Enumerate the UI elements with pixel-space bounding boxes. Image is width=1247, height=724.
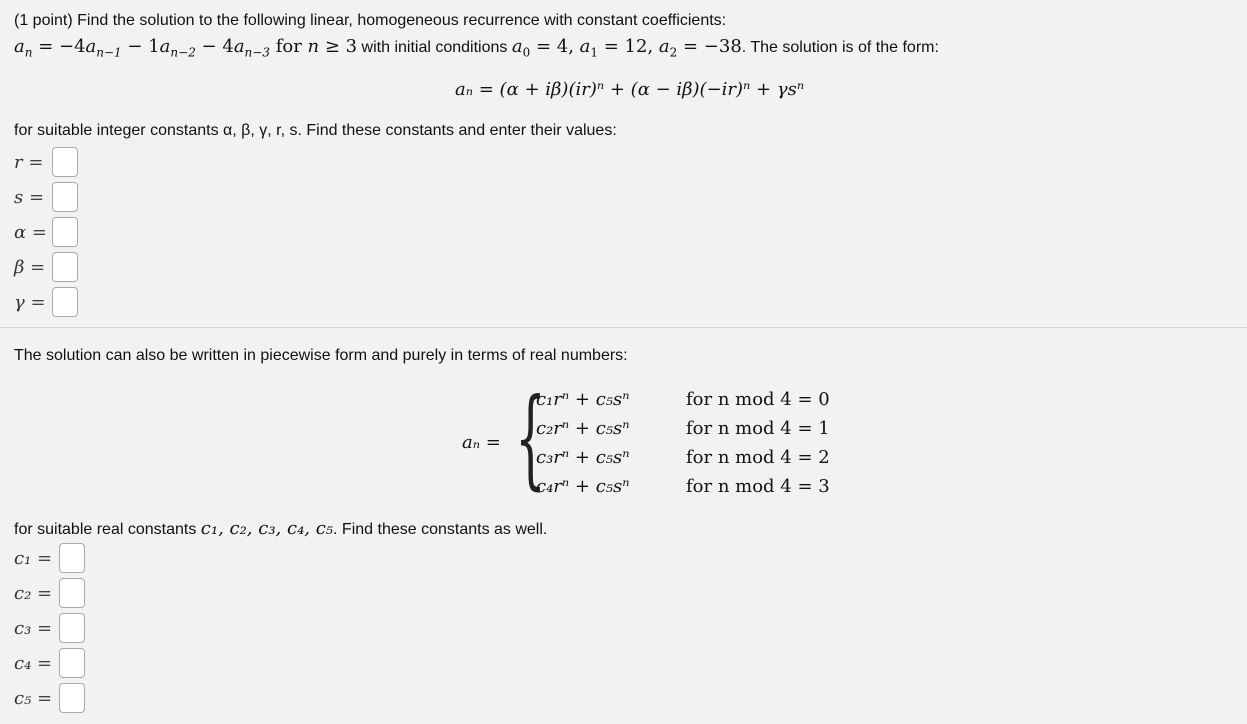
field-label-c1: c₁ = (14, 547, 53, 569)
input-r[interactable] (52, 147, 78, 177)
field-row-gamma (14, 286, 78, 318)
piecewise-case-1 (536, 418, 830, 439)
case-expr-2: c₃rⁿ + c₅sⁿ (536, 447, 630, 468)
input-c2[interactable] (59, 578, 85, 608)
field-row-r (14, 146, 78, 178)
field-row-s (14, 181, 78, 213)
piecewise-brace: { (515, 376, 546, 501)
case-cond-3: for n mod 4 = 3 (686, 476, 830, 497)
case-cond-2: for n mod 4 = 2 (686, 447, 830, 468)
section-divider (0, 327, 1247, 328)
initial-conditions: $a_0 = 4$, $a_1 = 12$, $a_2 = -38$ (511, 36, 742, 60)
piecewise-case-2 (536, 447, 830, 468)
field-label-r: r = (14, 151, 44, 173)
recurrence-line (14, 36, 939, 60)
case-cond-0: for n mod 4 = 0 (686, 389, 830, 410)
input-beta[interactable] (52, 252, 78, 282)
input-c4[interactable] (59, 648, 85, 678)
field-label-beta: β = (14, 256, 46, 278)
piecewise-case-0 (536, 389, 830, 410)
field-label-alpha: α = (14, 221, 47, 243)
field-label-s: s = (14, 186, 45, 208)
problem-intro: (1 point) Find the solution to the following linear, homogeneous recurrence with constant coefficients: (14, 12, 727, 29)
field-label-c4: c₄ = (14, 652, 53, 674)
case-expr-0: c₁rⁿ + c₅sⁿ (536, 389, 630, 410)
form-text: . The solution is of the form: (741, 39, 939, 56)
input-c5[interactable] (59, 683, 85, 713)
input-s[interactable] (52, 182, 78, 212)
field-row-c3 (14, 612, 85, 644)
piecewise-cases (536, 389, 856, 504)
input-gamma[interactable] (52, 287, 78, 317)
solution-form-equation: aₙ = (α + iβ)(ir)ⁿ + (α − iβ)(−ir)ⁿ + γsⁿ (455, 79, 805, 100)
field-label-c2: c₂ = (14, 582, 53, 604)
constants-intro: for suitable integer constants α, β, γ, r, s. Find these constants and enter their values: (14, 122, 617, 139)
piecewise-intro: The solution can also be written in piecewise form and purely in terms of real numbers: (14, 347, 628, 364)
real-constants-intro (14, 518, 547, 539)
input-c3[interactable] (59, 613, 85, 643)
input-alpha[interactable] (52, 217, 78, 247)
field-row-c1 (14, 542, 85, 574)
field-label-c3: c₃ = (14, 617, 53, 639)
field-row-c2 (14, 577, 85, 609)
input-c1[interactable] (59, 543, 85, 573)
piecewise-case-3 (536, 476, 830, 497)
field-label-c5: c₅ = (14, 687, 53, 709)
case-expr-1: c₂rⁿ + c₅sⁿ (536, 418, 630, 439)
real-constants-tail: . Find these constants as well. (333, 521, 548, 538)
case-cond-1: for n mod 4 = 1 (686, 418, 830, 439)
field-row-alpha (14, 216, 78, 248)
recurrence-equation: $a_n = -4a_{n-1} - 1a_{n-2} - 4a_{n-3}$ for n ≥ 3 (14, 36, 358, 60)
case-expr-3: c₄rⁿ + c₅sⁿ (536, 476, 630, 497)
recurrence-mid-text: with initial conditions (357, 39, 512, 56)
field-row-beta (14, 251, 78, 283)
field-row-c4 (14, 647, 85, 679)
real-constants-intro-text: for suitable real constants (14, 521, 201, 538)
real-constants-list: c₁, c₂, c₃, c₄, c₅ (200, 518, 334, 539)
field-label-gamma: γ = (14, 291, 46, 313)
piecewise-lhs: aₙ = (462, 432, 501, 453)
field-row-c5 (14, 682, 85, 714)
